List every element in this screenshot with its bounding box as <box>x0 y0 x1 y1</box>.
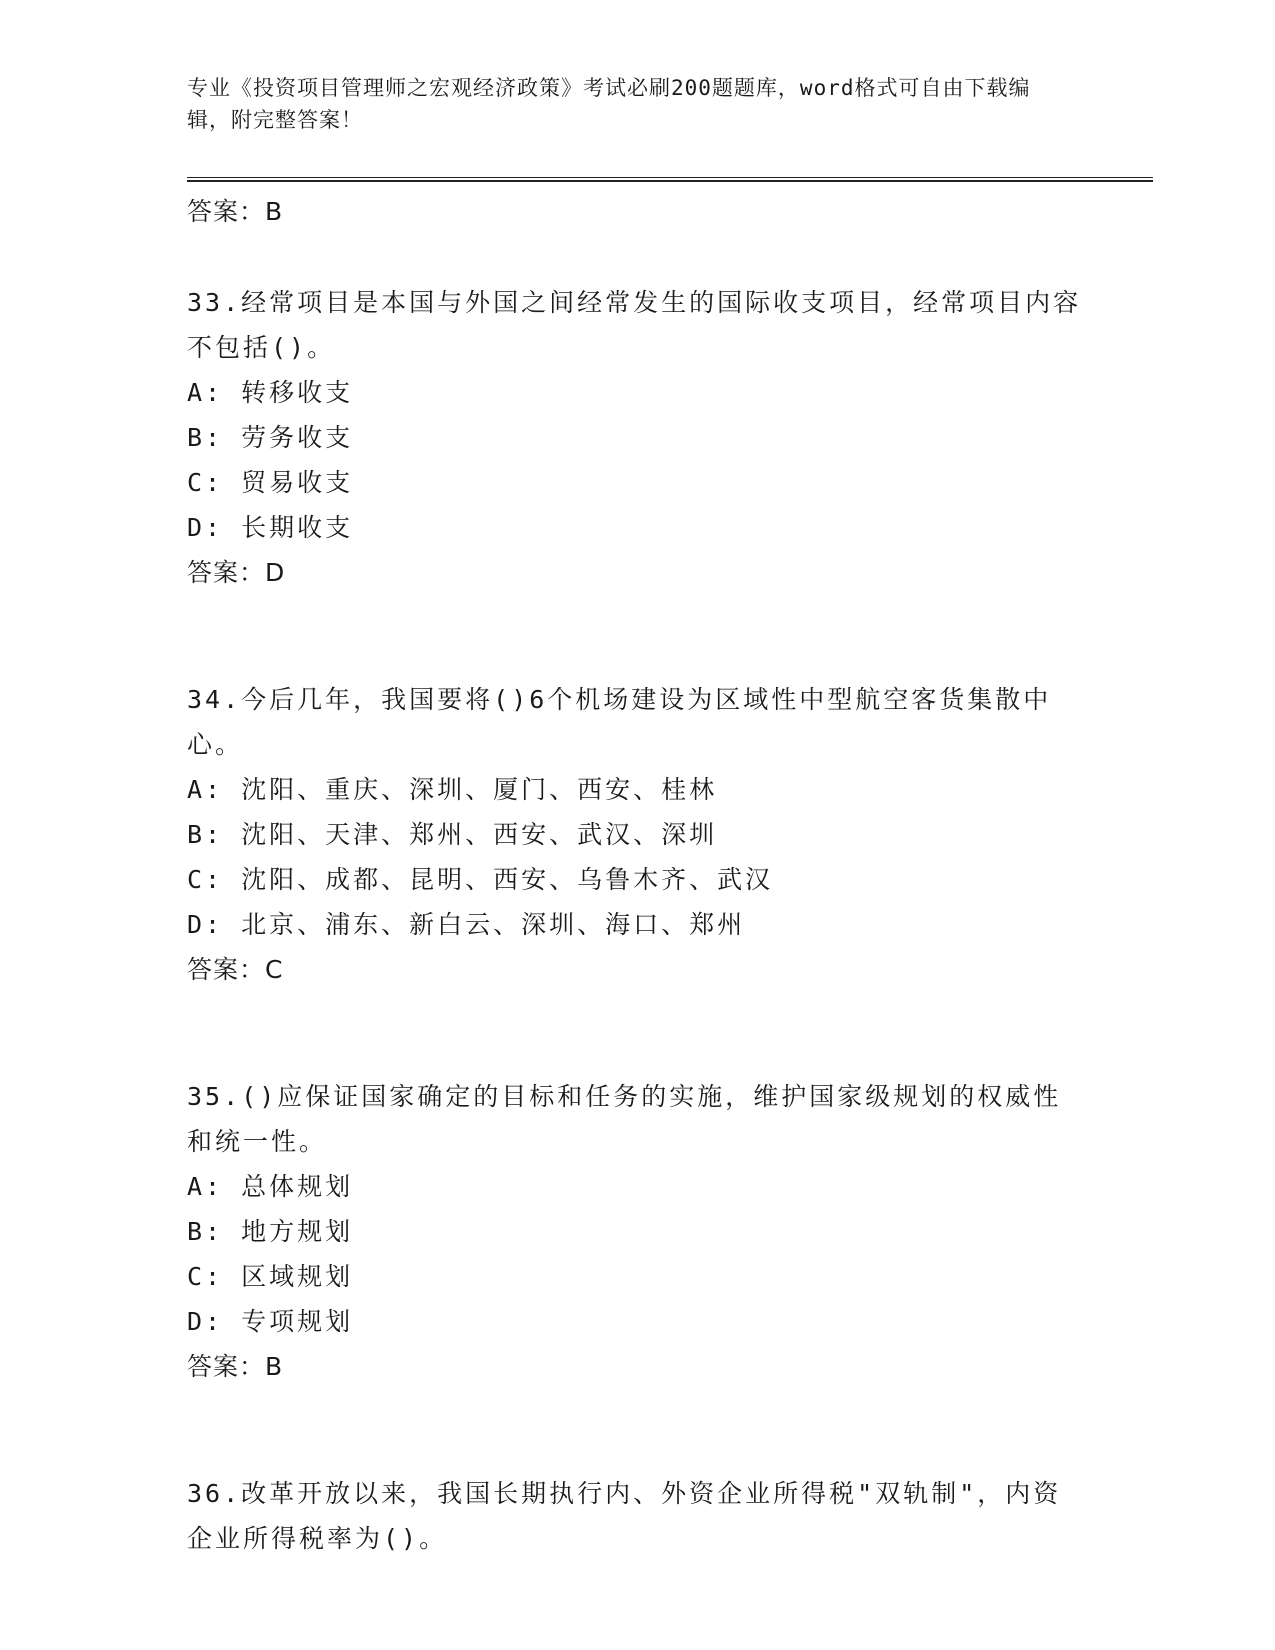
option-d: D: 长期收支 <box>187 513 354 542</box>
question-35 <box>187 1074 1087 1389</box>
answer-line: 答案：C <box>187 955 284 984</box>
option-b: B: 地方规划 <box>187 1217 354 1246</box>
option-b: B: 沈阳、天津、郑州、西安、武汉、深圳 <box>187 820 718 849</box>
option-c: C: 贸易收支 <box>187 468 354 497</box>
option-c: C: 沈阳、成都、昆明、西安、乌鲁木齐、武汉 <box>187 865 774 894</box>
question-stem: 36.改革开放以来，我国长期执行内、外资企业所得税"双轨制"，内资企业所得税率为()。 <box>187 1479 1062 1553</box>
option-c: C: 区域规划 <box>187 1262 354 1291</box>
question-stem: 34.今后几年，我国要将()6个机场建设为区域性中型航空客货集散中心。 <box>187 685 1052 759</box>
document-header: 专业《投资项目管理师之宏观经济政策》考试必刷200题题库，word格式可自由下载编辑，附完整答案！ <box>187 76 1031 132</box>
answer-line: 答案：B <box>187 1352 284 1381</box>
question-gap <box>187 1389 1087 1471</box>
question-stem: 35.()应保证国家确定的目标和任务的实施，维护国家级规划的权威性和统一性。 <box>187 1082 1062 1156</box>
option-b: B: 劳务收支 <box>187 423 354 452</box>
option-a: A: 沈阳、重庆、深圳、厦门、西安、桂林 <box>187 775 718 804</box>
question-list <box>187 280 1087 1561</box>
option-d: D: 北京、浦东、新白云、深圳、海口、郑州 <box>187 910 746 939</box>
previous-answer: 答案：B <box>187 197 284 226</box>
question-34 <box>187 677 1087 992</box>
question-stem: 33.经常项目是本国与外国之间经常发生的国际收支项目，经常项目内容不包括()。 <box>187 288 1082 362</box>
option-d: D: 专项规划 <box>187 1307 354 1336</box>
question-gap <box>187 992 1087 1074</box>
answer-line: 答案：D <box>187 558 286 587</box>
option-a: A: 总体规划 <box>187 1172 354 1201</box>
question-33 <box>187 280 1087 595</box>
header-divider <box>187 177 1153 182</box>
option-a: A: 转移收支 <box>187 378 354 407</box>
question-gap <box>187 595 1087 677</box>
question-36 <box>187 1471 1087 1561</box>
